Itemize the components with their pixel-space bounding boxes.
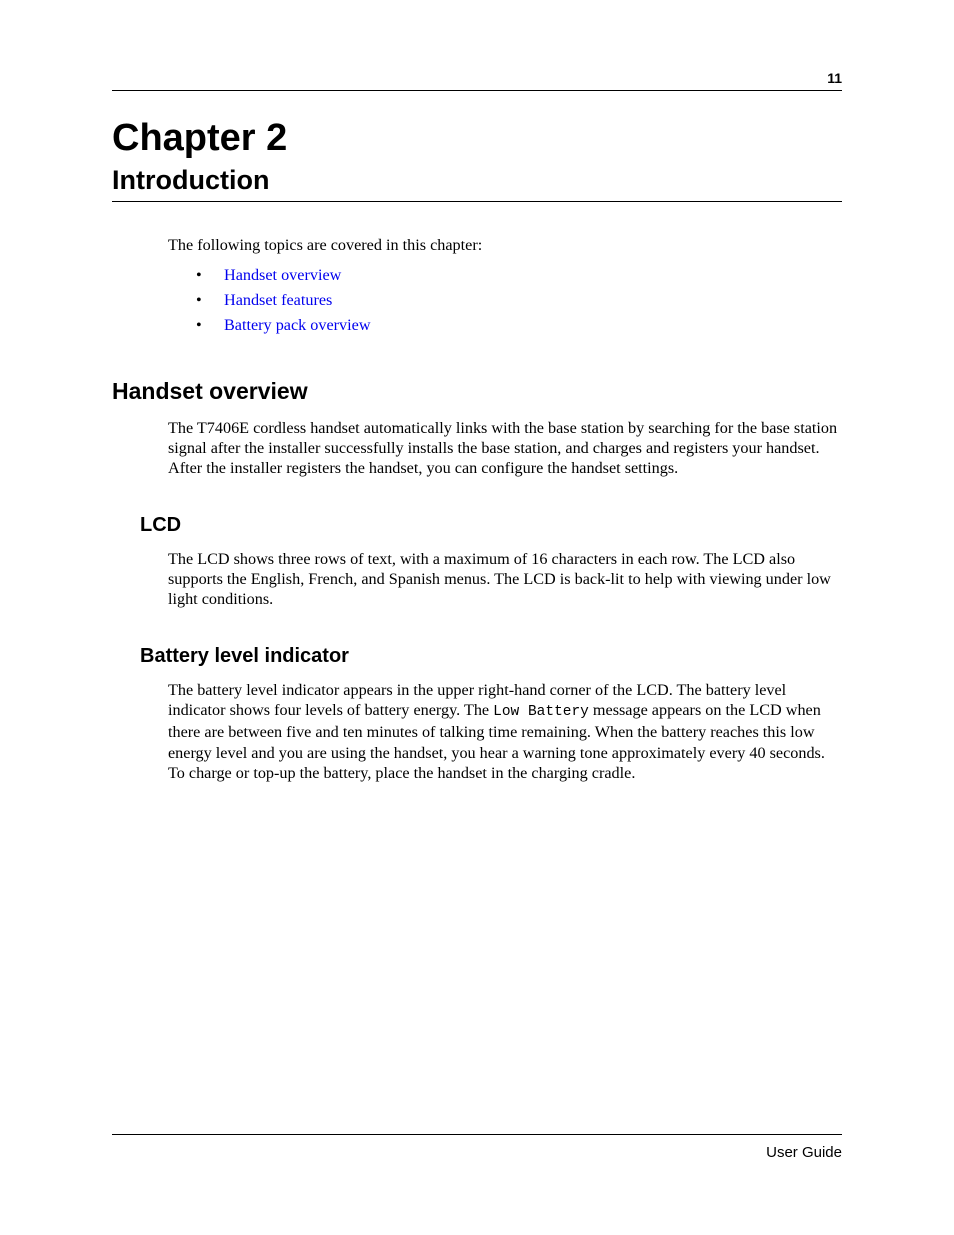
paragraph-text: message appears on the LCD when there are between five and ten minutes of talking time remaining. When the battery reaches this low energy level and you are using the handset, you hear a warning tone approximately every 40 seconds. To charge or top-up the battery, place the handset in the charging cradle.	[168, 701, 825, 782]
list-item	[196, 315, 371, 340]
link-battery-pack-overview[interactable]: Battery pack overview	[224, 316, 371, 334]
section-heading-battery-level-indicator: Battery level indicator	[140, 645, 349, 667]
paragraph-battery-level-indicator	[168, 680, 842, 783]
footer-rule	[112, 1134, 842, 1135]
page-number: 11	[827, 70, 842, 86]
title-rule	[112, 201, 842, 202]
bullet-icon: •	[196, 291, 202, 309]
section-heading-handset-overview: Handset overview	[112, 378, 308, 404]
bullet-icon: •	[196, 266, 202, 284]
link-handset-overview[interactable]: Handset overview	[224, 266, 342, 284]
chapter-label: Chapter 2	[112, 117, 288, 159]
paragraph-handset-overview: The T7406E cordless handset automatically links with the base station by searching for the base station signal after the installer successfully installs the base station, and charges and registers your handset. After the installer registers the handset, you can configure the handset settings.	[168, 419, 838, 478]
list-item	[196, 265, 371, 290]
list-item	[196, 290, 371, 315]
paragraph-lcd: The LCD shows three rows of text, with a maximum of 16 characters in each row. The LCD also supports the English, French, and Spanish menus. The LCD is back-lit to help with viewing under low light conditions.	[168, 550, 831, 609]
paragraph-text: The battery level indicator appears in the upper right-hand corner of the LCD. The battery level indicator shows four levels of battery energy. The	[168, 681, 787, 720]
section-heading-lcd: LCD	[140, 514, 182, 536]
header-rule	[112, 90, 842, 91]
bullet-icon: •	[196, 316, 202, 334]
low-battery-code: Low Battery	[493, 704, 589, 721]
chapter-title: Introduction	[112, 165, 270, 195]
link-handset-features[interactable]: Handset features	[224, 291, 333, 309]
topic-list	[196, 265, 371, 340]
footer-text: User Guide	[766, 1144, 842, 1161]
intro-text: The following topics are covered in this chapter:	[168, 236, 483, 254]
